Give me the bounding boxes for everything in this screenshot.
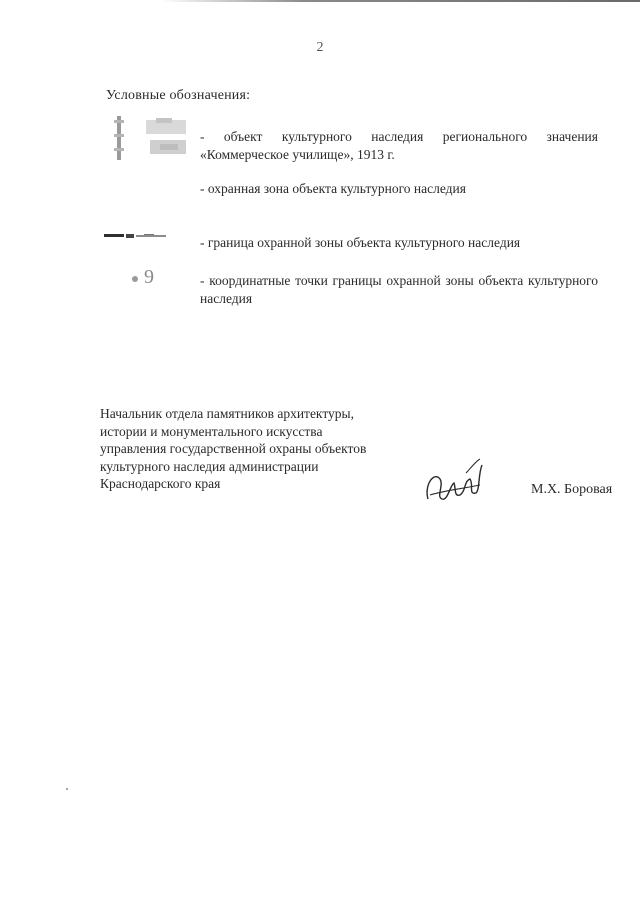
legend-item-coordinate-points: - координатные точки границы охранной зоны объекта культурного наследия xyxy=(200,273,598,306)
legend-item-heritage-object: - объект культурного наследия регионального значения «Коммерческое училище», 1913 г. xyxy=(200,129,598,162)
signer-name: М.Х. Боровая xyxy=(531,482,613,497)
page-number: 2 xyxy=(316,40,324,55)
signer-position-line: культурного наследия администрации xyxy=(100,458,319,474)
signer-position-line: Краснодарского края xyxy=(100,476,221,491)
signer-position-line: истории и монументального искусства xyxy=(100,423,323,439)
handwritten-signature xyxy=(420,455,490,511)
signer-position-line: управления государственной охраны объектов xyxy=(100,441,367,456)
signer-position-line: Начальник отдела памятников архитектуры, xyxy=(100,406,354,421)
legend-item-protection-zone: - охранная зона объекта культурного наследия xyxy=(200,181,466,196)
legend-title: Условные обозначения: xyxy=(106,88,251,103)
legend-item-zone-boundary: - граница охранной зоны объекта культурного наследия xyxy=(200,235,521,250)
protection-zone-icon xyxy=(112,178,172,194)
coordinate-point-icon xyxy=(128,266,168,290)
zone-boundary-line-icon xyxy=(104,232,168,240)
scan-speck xyxy=(66,788,68,790)
signer-position xyxy=(100,405,366,493)
coordinate-point-label: 9 xyxy=(144,266,154,288)
coordinate-point-dot xyxy=(132,276,138,282)
heritage-object-icon xyxy=(112,114,192,164)
scan-edge-line xyxy=(160,0,640,2)
